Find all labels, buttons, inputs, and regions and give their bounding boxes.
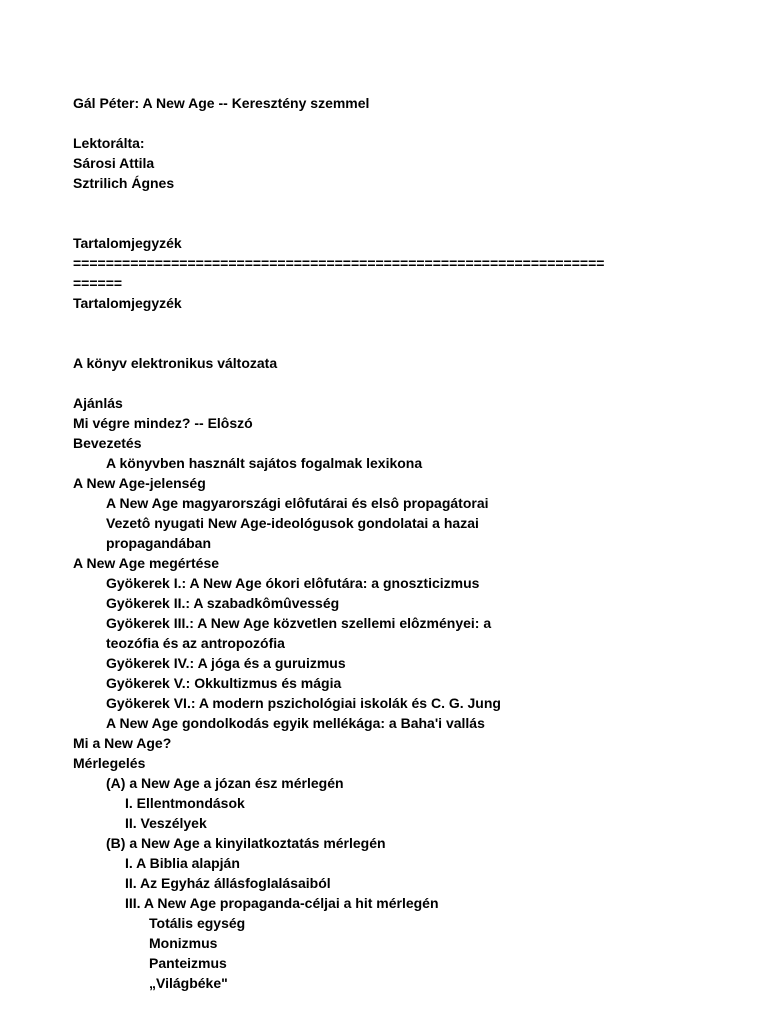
toc-entry: A New Age magyarországi elôfutárai és elsô propagátorai [106,495,489,511]
toc-entry: II. Veszélyek [125,815,207,831]
toc-entry: A könyvben használt sajátos fogalmak lexikona [106,455,423,471]
toc-entry: Mérlegelés [73,755,146,771]
spacer [73,213,733,233]
toc-entry: (A) a New Age a józan ész mérlegén [106,775,344,791]
toc-entry: (B) a New Age a kinyilatkoztatás mérlegén [106,835,386,851]
toc-entry: Gyökerek V.: Okkultizmus és mágia [106,675,342,691]
reviewer-name: Sztrilich Ágnes [73,175,175,191]
toc-entry: Gyökerek VI.: A modern pszichológiai iskolák és C. G. Jung [106,695,501,711]
toc-entry: Panteizmus [149,955,227,971]
toc-entry: Bevezetés [73,435,142,451]
reviewer-name: Sárosi Attila [73,155,155,171]
document-page [73,93,733,993]
document-title: Gál Péter: A New Age -- Keresztény szemmel [73,95,370,111]
spacer [73,373,733,393]
spacer [73,313,733,333]
toc-entry: Gyökerek III.: A New Age közvetlen szellemi elôzményei: a [106,615,492,631]
separator-line: ================================================================= [73,255,605,271]
toc-entry: „Világbéke" [149,975,228,991]
spacer [73,333,733,353]
toc-entry: A könyv elektronikus változata [73,355,278,371]
separator-line: ====== [73,275,123,291]
toc-entry: A New Age gondolkodás egyik mellékága: a Baha'i vallás [106,715,485,731]
toc-entry: Totális egység [149,915,246,931]
toc-entry: I. Ellentmondások [125,795,245,811]
toc-entry: teozófia és az antropozófia [106,635,285,651]
toc-entry: III. A New Age propaganda-céljai a hit mérlegén [125,895,439,911]
toc-entry: Gyökerek II.: A szabadkômûvesség [106,595,340,611]
toc-entry: Vezetô nyugati New Age-ideológusok gondolatai a hazai [106,515,479,531]
spacer [73,113,733,133]
toc-entry: Mi a New Age? [73,735,172,751]
toc-entry: II. Az Egyház állásfoglalásaiból [125,875,331,891]
toc-entry: Gyökerek I.: A New Age ókori elôfutára: a gnoszticizmus [106,575,480,591]
toc-heading: Tartalomjegyzék [73,235,182,251]
toc-heading-repeat: Tartalomjegyzék [73,295,182,311]
reviewers-label: Lektorálta: [73,135,145,151]
toc-entry: I. A Biblia alapján [125,855,240,871]
toc-entry: A New Age-jelenség [73,475,206,491]
toc-entry: Mi végre mindez? -- Elôszó [73,415,253,431]
toc-entry: Gyökerek IV.: A jóga és a guruizmus [106,655,346,671]
toc-entry: propagandában [106,535,212,551]
toc-entry: Monizmus [149,935,218,951]
toc-entry: Ajánlás [73,395,123,411]
spacer [73,193,733,213]
toc-entry: A New Age megértése [73,555,220,571]
